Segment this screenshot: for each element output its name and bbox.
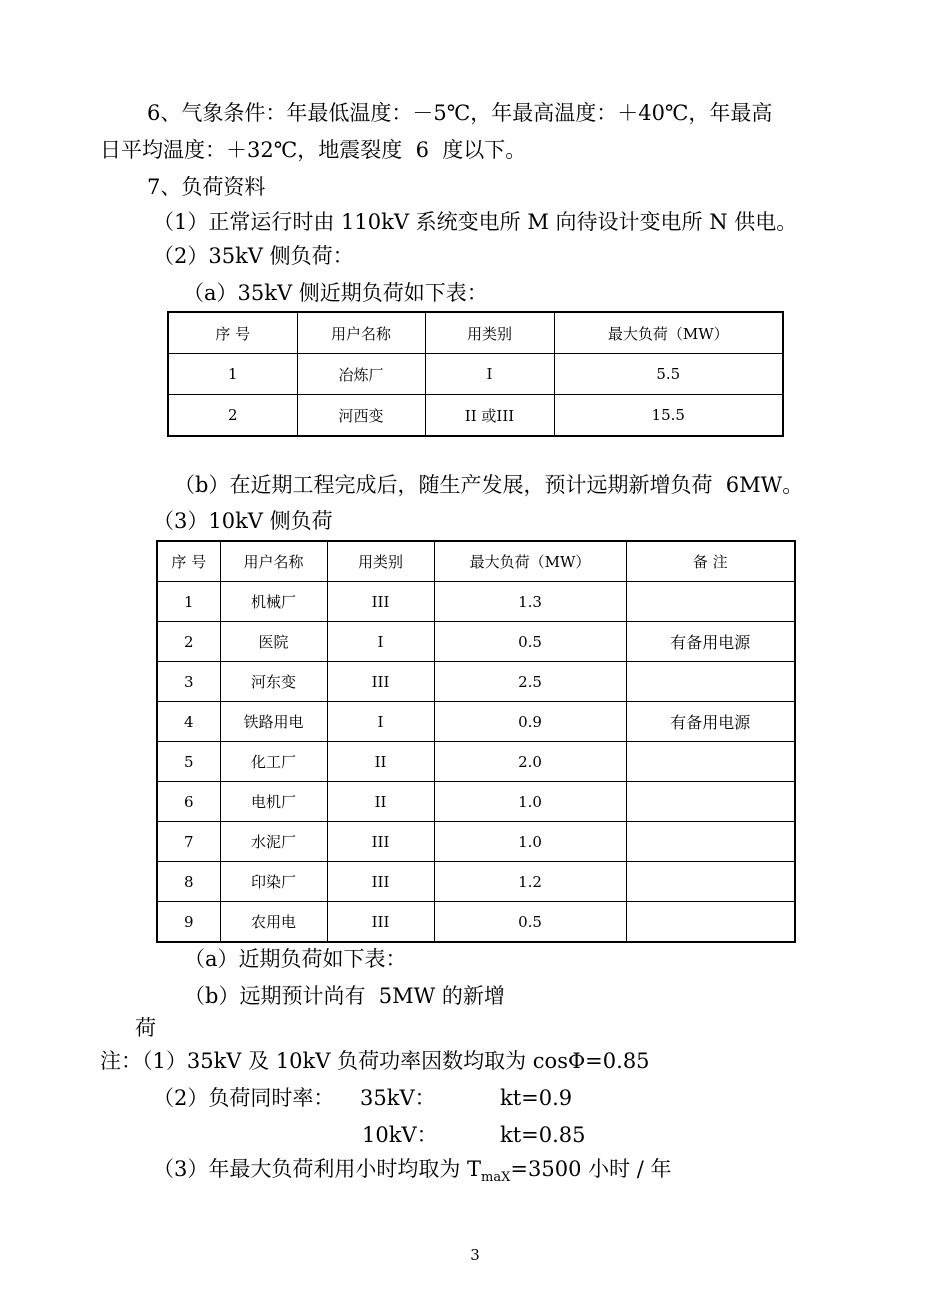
note-tmax-text: （3）年最大负荷利用小时均取为 T bbox=[153, 1157, 482, 1181]
note-35kv-kt-value: kt=0.9 bbox=[500, 1086, 573, 1110]
cell-max-load: 2.5 bbox=[434, 662, 626, 702]
cell-max-load: 0.5 bbox=[434, 902, 626, 943]
cell-user-name: 冶炼厂 bbox=[297, 354, 425, 395]
cell-user-name: 机械厂 bbox=[220, 582, 327, 622]
near-term-load-line: （a）近期负荷如下表： bbox=[184, 947, 407, 971]
load-35kv-near-term-line: （a）35kV 侧近期负荷如下表： bbox=[183, 281, 488, 305]
table-row bbox=[157, 822, 795, 862]
cell-max-load: 2.0 bbox=[434, 742, 626, 782]
note-tmax-value: =3500 小时 / 年 bbox=[510, 1157, 672, 1181]
cell-max-load: 1.2 bbox=[434, 862, 626, 902]
cell-category: III bbox=[327, 862, 434, 902]
cell-remarks bbox=[626, 782, 795, 822]
note-10kv-kt-value: kt=0.85 bbox=[500, 1123, 586, 1147]
cell-category: I bbox=[327, 702, 434, 742]
cell-max-load: 1.0 bbox=[434, 822, 626, 862]
cell-index: 9 bbox=[157, 902, 220, 943]
cell-category: III bbox=[327, 582, 434, 622]
cell-remarks: 有备用电源 bbox=[626, 702, 795, 742]
table-header-row bbox=[168, 312, 783, 354]
cell-user-name: 河西变 bbox=[297, 395, 425, 437]
table-row bbox=[157, 782, 795, 822]
table-row bbox=[157, 702, 795, 742]
page-number: 3 bbox=[470, 1246, 480, 1264]
table-header-row bbox=[157, 541, 795, 582]
cell-remarks bbox=[626, 742, 795, 782]
cell-index: 5 bbox=[157, 742, 220, 782]
table-10kv-load bbox=[156, 540, 796, 943]
cell-max-load: 0.5 bbox=[434, 622, 626, 662]
cell-user-name: 铁路用电 bbox=[220, 702, 327, 742]
cell-remarks bbox=[626, 662, 795, 702]
cell-remarks: 有备用电源 bbox=[626, 622, 795, 662]
cell-category: III bbox=[327, 662, 434, 702]
table-row bbox=[157, 622, 795, 662]
cell-index: 2 bbox=[157, 622, 220, 662]
cell-category: II bbox=[327, 742, 434, 782]
cell-category: I bbox=[425, 354, 554, 395]
cell-user-name: 水泥厂 bbox=[220, 822, 327, 862]
cell-index: 6 bbox=[157, 782, 220, 822]
header-category: 用类别 bbox=[327, 541, 434, 582]
cell-index: 7 bbox=[157, 822, 220, 862]
cell-index: 3 bbox=[157, 662, 220, 702]
note-simultaneity-label: （2）负荷同时率： bbox=[153, 1086, 335, 1110]
cell-remarks bbox=[626, 582, 795, 622]
table-row bbox=[157, 662, 795, 702]
note-tmax-line bbox=[153, 1156, 672, 1191]
table-row bbox=[168, 354, 783, 395]
cell-category: III bbox=[327, 822, 434, 862]
table-row bbox=[157, 742, 795, 782]
cell-index: 1 bbox=[168, 354, 297, 395]
cell-category: I bbox=[327, 622, 434, 662]
cell-user-name: 医院 bbox=[220, 622, 327, 662]
note-power-factor-line: 注：（1）35kV 及 10kV 负荷功率因数均取为 cosΦ=0.85 bbox=[100, 1049, 650, 1073]
future-load-10kv-line: （b）远期预计尚有 5MW 的新增 bbox=[184, 984, 505, 1008]
table-row bbox=[168, 395, 783, 437]
cell-index: 8 bbox=[157, 862, 220, 902]
note-tmax-subscript: maX bbox=[481, 1170, 511, 1186]
header-index: 序 号 bbox=[168, 312, 297, 354]
header-user-name: 用户名称 bbox=[220, 541, 327, 582]
load-10kv-heading: （3）10kV 侧负荷 bbox=[153, 509, 333, 533]
cell-remarks bbox=[626, 902, 795, 943]
future-load-35kv-line: （b）在近期工程完成后，随生产发展，预计远期新增负荷 6MW。 bbox=[174, 473, 804, 497]
note-10kv-label: 10kV： bbox=[362, 1123, 438, 1147]
cell-max-load: 15.5 bbox=[554, 395, 783, 437]
cell-user-name: 印染厂 bbox=[220, 862, 327, 902]
cell-user-name: 河东变 bbox=[220, 662, 327, 702]
weather-conditions-line-cont: 日平均温度：＋32℃，地震裂度 6 度以下。 bbox=[100, 138, 527, 162]
table-row bbox=[157, 582, 795, 622]
note-35kv-label: 35kV： bbox=[360, 1086, 436, 1110]
cell-category: II bbox=[327, 782, 434, 822]
header-user-name: 用户名称 bbox=[297, 312, 425, 354]
cell-category: III bbox=[327, 902, 434, 943]
weather-conditions-line: 6、气象条件：年最低温度：－5℃，年最高温度：＋40℃，年最高 bbox=[147, 101, 773, 125]
cell-index: 1 bbox=[157, 582, 220, 622]
header-remarks: 备 注 bbox=[626, 541, 795, 582]
cell-max-load: 0.9 bbox=[434, 702, 626, 742]
cell-max-load: 5.5 bbox=[554, 354, 783, 395]
cell-user-name: 电机厂 bbox=[220, 782, 327, 822]
table-row bbox=[157, 902, 795, 943]
header-category: 用类别 bbox=[425, 312, 554, 354]
cell-user-name: 农用电 bbox=[220, 902, 327, 943]
header-max-load: 最大负荷（MW） bbox=[434, 541, 626, 582]
table-35kv-load bbox=[167, 311, 784, 437]
future-load-10kv-line-cont: 荷 bbox=[135, 1016, 156, 1040]
table-row bbox=[157, 862, 795, 902]
cell-remarks bbox=[626, 862, 795, 902]
cell-remarks bbox=[626, 822, 795, 862]
cell-index: 2 bbox=[168, 395, 297, 437]
supply-note-line: （1）正常运行时由 110kV 系统变电所 M 向待设计变电所 N 供电。 bbox=[153, 210, 798, 234]
load-35kv-heading: （2）35kV 侧负荷： bbox=[153, 244, 354, 268]
cell-max-load: 1.0 bbox=[434, 782, 626, 822]
cell-max-load: 1.3 bbox=[434, 582, 626, 622]
load-data-heading: 7、负荷资料 bbox=[147, 175, 266, 199]
cell-user-name: 化工厂 bbox=[220, 742, 327, 782]
header-index: 序 号 bbox=[157, 541, 220, 582]
cell-category: II 或III bbox=[425, 395, 554, 437]
header-max-load: 最大负荷（MW） bbox=[554, 312, 783, 354]
cell-index: 4 bbox=[157, 702, 220, 742]
